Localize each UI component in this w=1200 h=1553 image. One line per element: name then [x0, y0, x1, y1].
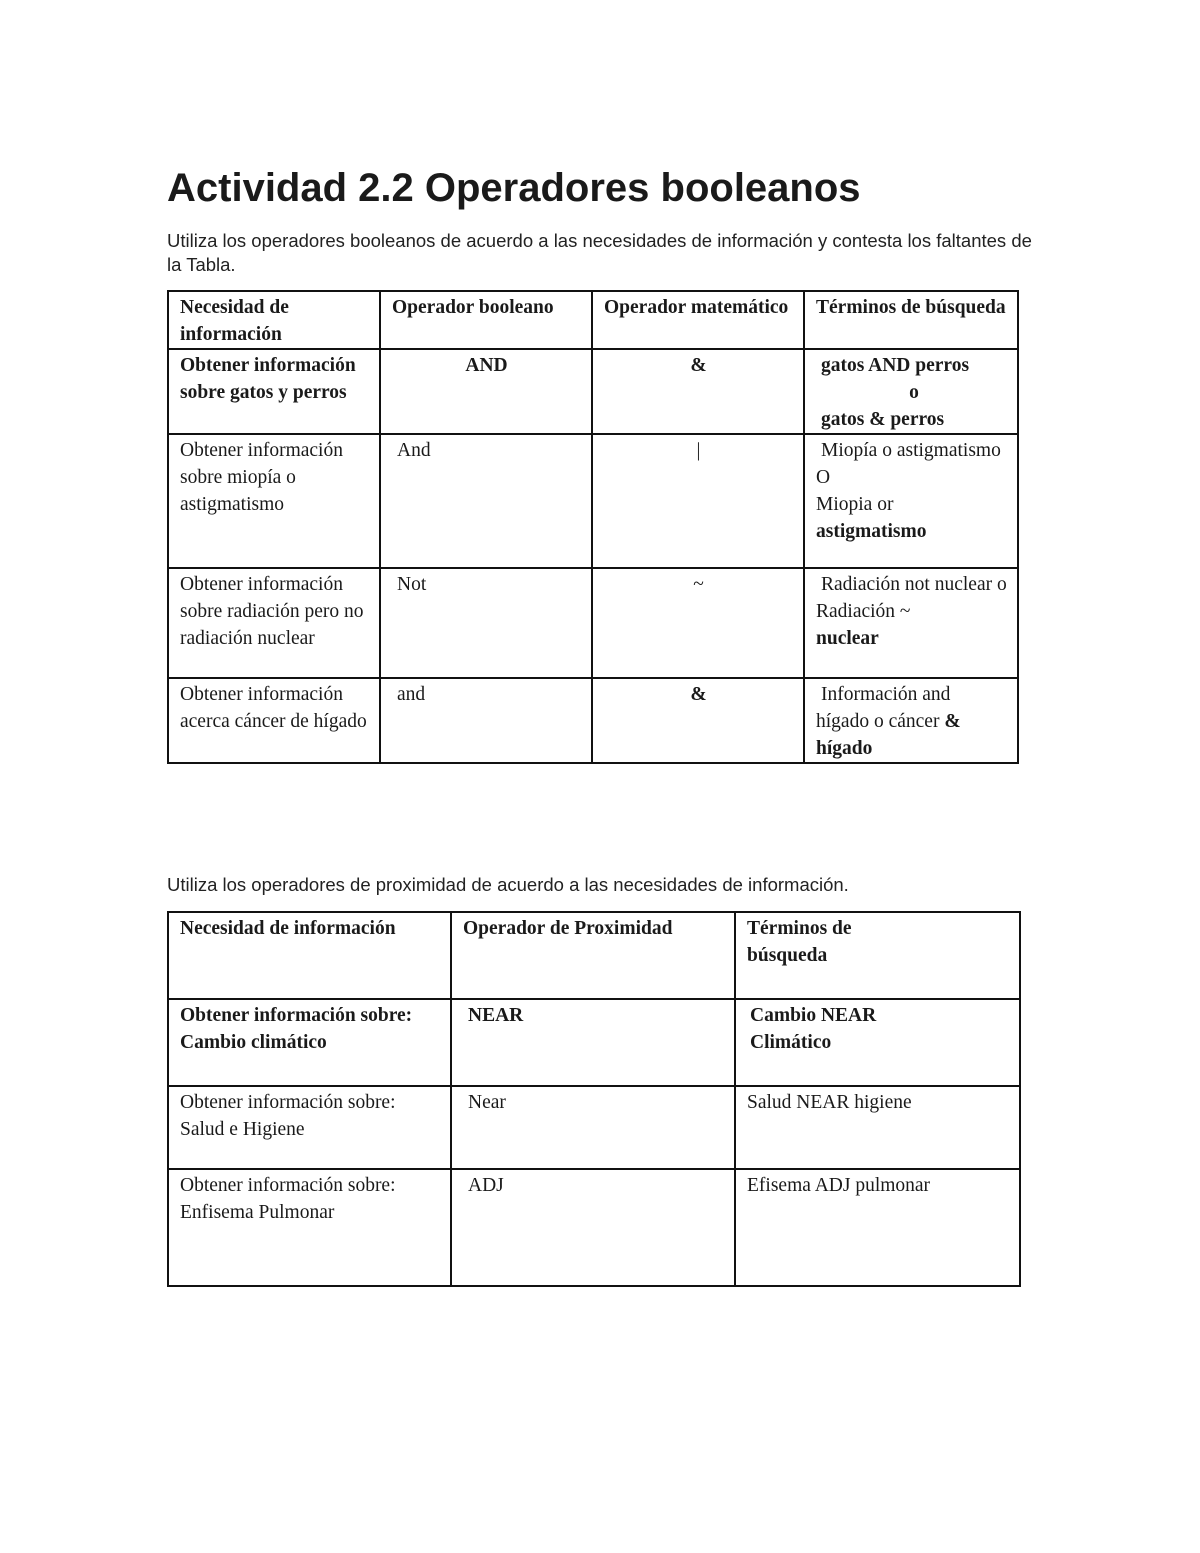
search-terms-cell [804, 349, 1018, 434]
need-cell: Obtener información sobre miopía o astigmatismo [168, 434, 380, 568]
boolean-operators-table [167, 290, 1019, 764]
search-terms-cell [804, 568, 1018, 678]
need-line: Obtener información sobre: [180, 1005, 413, 1026]
terms-line: Información and hígado o cáncer [816, 684, 951, 732]
proximity-operator-cell: Near [451, 1086, 735, 1169]
search-terms-cell [804, 434, 1018, 568]
terms-line: Miopia or [816, 494, 894, 515]
header-cell: Necesidad de información [168, 912, 451, 999]
table-header-row [168, 291, 1018, 349]
boolean-operator-cell: and [380, 678, 592, 763]
need-line: Obtener información sobre: [180, 1175, 396, 1196]
math-operator-cell: | [592, 434, 804, 568]
need-line: Cambio climático [180, 1032, 327, 1053]
need-cell [168, 999, 451, 1086]
math-operator-cell: & [592, 678, 804, 763]
table-row [168, 349, 1018, 434]
boolean-operator-cell: And [380, 434, 592, 568]
math-operator-cell: & [592, 349, 804, 434]
terms-line: gatos AND perros [821, 355, 970, 376]
header-cell: Términos de búsqueda [735, 912, 1020, 999]
terms-line: nuclear [816, 628, 879, 649]
search-terms-cell: Efisema ADJ pulmonar [735, 1169, 1020, 1286]
search-terms-cell: Cambio NEAR Climático [735, 999, 1020, 1086]
intro-paragraph-boolean: Utiliza los operadores booleanos de acuerdo a las necesidades de información y contesta los faltantes de la Tabla. [167, 230, 1032, 275]
terms-line: O [816, 467, 831, 488]
terms-line: astigmatismo [816, 521, 927, 542]
table-row [168, 568, 1018, 678]
need-line: Obtener información sobre: [180, 1092, 396, 1113]
need-line: Salud e Higiene [180, 1119, 305, 1140]
proximity-operator-cell: NEAR [451, 999, 735, 1086]
header-cell: Necesidad de información [168, 291, 380, 349]
page-title: Actividad 2.2 Operadores booleanos [167, 166, 861, 210]
math-operator-cell: ~ [592, 568, 804, 678]
need-cell: Obtener información sobre radiación pero no radiación nuclear [168, 568, 380, 678]
terms-bold: hígado [816, 738, 873, 759]
need-cell: Obtener información acerca cáncer de hígado [168, 678, 380, 763]
table-row [168, 434, 1018, 568]
terms-line: Miopía o astigmatismo [821, 440, 1001, 461]
terms-line: Radiación not nuclear o [821, 574, 1007, 595]
search-terms-cell: Salud NEAR higiene [735, 1086, 1020, 1169]
table-row [168, 1086, 1020, 1169]
table-row [168, 678, 1018, 763]
terms-ampersand: & [944, 711, 961, 732]
need-cell: Obtener información sobre gatos y perros [168, 349, 380, 434]
need-cell [168, 1086, 451, 1169]
proximity-operators-table [167, 911, 1021, 1287]
header-cell: Términos de búsqueda [804, 291, 1018, 349]
table-row [168, 999, 1020, 1086]
terms-line: o [909, 382, 919, 403]
table-row [168, 1169, 1020, 1286]
need-line: Enfisema Pulmonar [180, 1202, 335, 1223]
search-terms-cell [804, 678, 1018, 763]
terms-line: gatos & perros [821, 409, 945, 430]
header-cell: Operador matemático [592, 291, 804, 349]
terms-line: Radiación ~ [816, 601, 911, 622]
header-cell: Operador booleano [380, 291, 592, 349]
header-cell: Operador de Proximidad [451, 912, 735, 999]
table-header-row [168, 912, 1020, 999]
boolean-operator-cell: Not [380, 568, 592, 678]
proximity-operator-cell: ADJ [451, 1169, 735, 1286]
boolean-operator-cell: AND [380, 349, 592, 434]
intro-paragraph-proximity: Utiliza los operadores de proximidad de acuerdo a las necesidades de información. [167, 874, 849, 895]
need-cell [168, 1169, 451, 1286]
